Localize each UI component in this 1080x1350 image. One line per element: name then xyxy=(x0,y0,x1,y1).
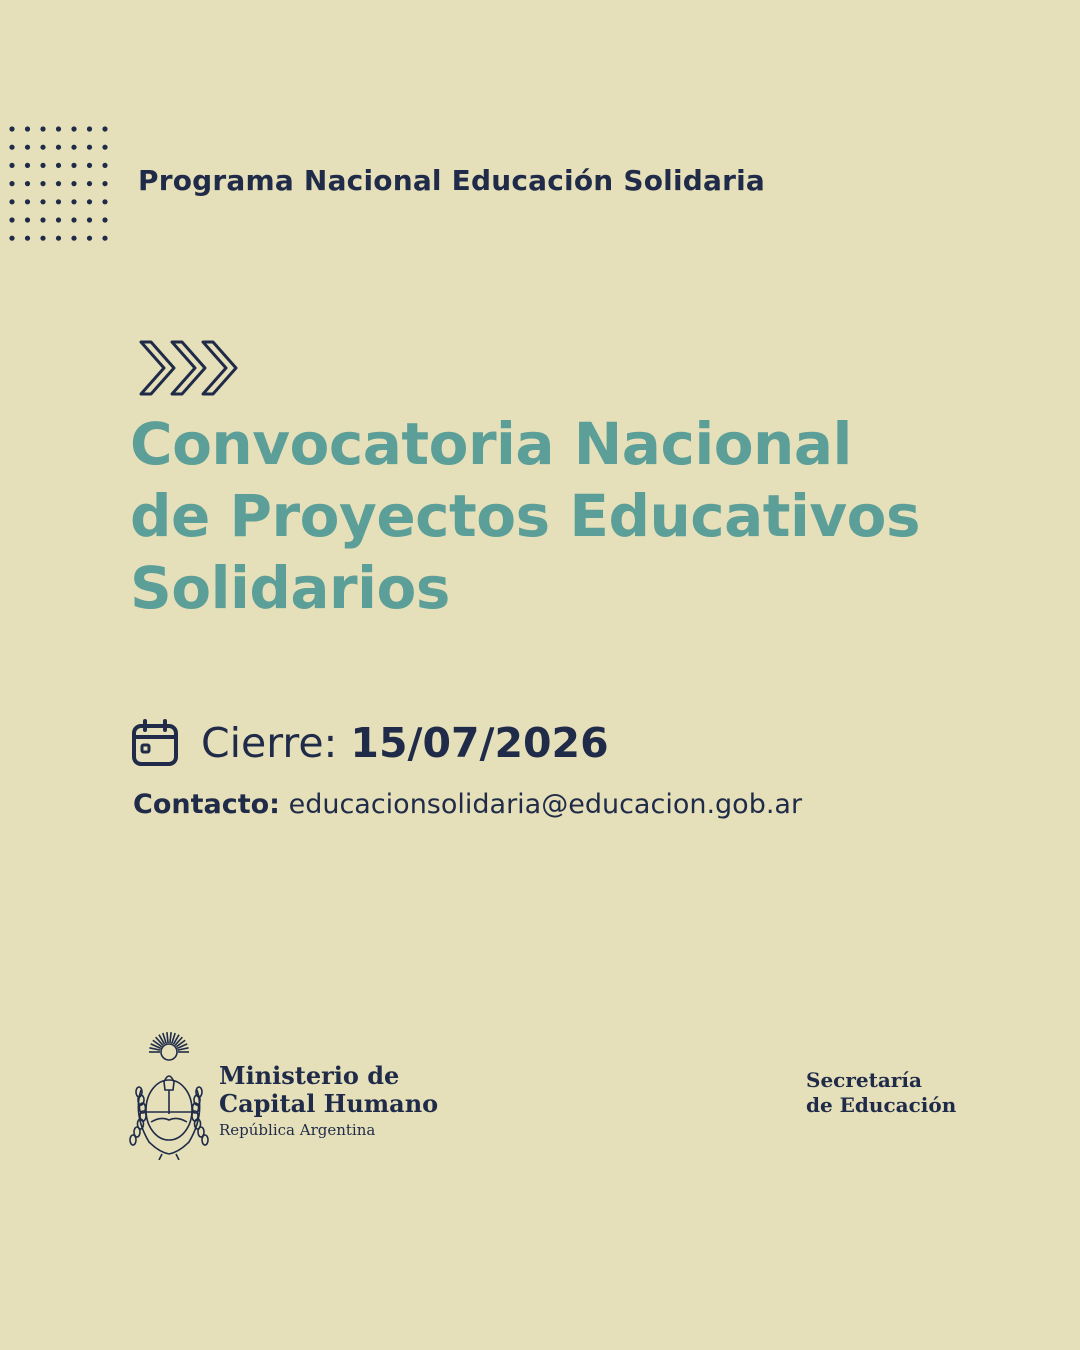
dot xyxy=(56,236,61,241)
ministry-logo-text xyxy=(219,1062,438,1142)
dot xyxy=(71,199,76,204)
dot xyxy=(87,199,92,204)
dot xyxy=(71,145,76,150)
dot xyxy=(25,145,30,150)
dot xyxy=(25,163,30,168)
dot xyxy=(9,236,14,241)
dot xyxy=(25,236,30,241)
dot xyxy=(87,126,92,131)
dot xyxy=(71,163,76,168)
dot xyxy=(9,145,14,150)
laurel-leaf xyxy=(130,1135,136,1145)
dot xyxy=(25,199,30,204)
dot xyxy=(56,217,61,222)
dot xyxy=(25,181,30,186)
national-coat-of-arms-icon xyxy=(129,1030,209,1160)
dot xyxy=(9,126,14,131)
dot xyxy=(40,236,45,241)
dot xyxy=(25,217,30,222)
title-line-1: Convocatoria Nacional xyxy=(130,410,852,478)
dot xyxy=(102,163,107,168)
dot xyxy=(71,217,76,222)
dot xyxy=(40,217,45,222)
dot xyxy=(87,181,92,186)
triple-chevron-icon xyxy=(137,338,245,400)
dot xyxy=(71,236,76,241)
secretaria-line-1: Secretaría xyxy=(806,1068,922,1092)
sun-ray xyxy=(170,1032,171,1043)
ministry-line-2: Capital Humano xyxy=(219,1089,439,1118)
dot xyxy=(87,236,92,241)
dot xyxy=(9,163,14,168)
dot xyxy=(102,199,107,204)
dot xyxy=(40,145,45,150)
dot xyxy=(102,145,107,150)
dot xyxy=(56,145,61,150)
dot-grid-icon xyxy=(5,122,115,246)
dot xyxy=(71,126,76,131)
dot xyxy=(9,181,14,186)
title-line-2: de Proyectos Educativos xyxy=(130,482,921,550)
dot xyxy=(9,217,14,222)
dot xyxy=(40,126,45,131)
secretaria-line-2: de Educación xyxy=(806,1093,957,1117)
dot xyxy=(87,145,92,150)
dot xyxy=(9,199,14,204)
calendar-icon xyxy=(131,718,179,768)
dot xyxy=(56,181,61,186)
contact-line xyxy=(133,786,802,824)
title-line-3: Solidarios xyxy=(130,554,450,622)
dot xyxy=(102,181,107,186)
dot xyxy=(40,199,45,204)
closing-date-line xyxy=(201,716,609,770)
dot xyxy=(56,199,61,204)
ministry-line-3: República Argentina xyxy=(219,1121,376,1139)
dot xyxy=(40,163,45,168)
dot xyxy=(40,181,45,186)
closing-label: Cierre: xyxy=(201,719,338,767)
dot xyxy=(71,181,76,186)
dot xyxy=(102,236,107,241)
main-title xyxy=(130,408,920,624)
dot xyxy=(87,163,92,168)
ministry-line-1: Ministerio de xyxy=(219,1061,400,1090)
dot xyxy=(56,163,61,168)
contact-label: Contacto: xyxy=(133,789,280,820)
program-name: Programa Nacional Educación Solidaria xyxy=(138,164,766,197)
closing-date: 15/07/2026 xyxy=(350,719,609,767)
laurel-leaf xyxy=(202,1135,208,1145)
dot xyxy=(56,126,61,131)
sun-ray xyxy=(167,1032,168,1043)
contact-email-link[interactable]: educacionsolidaria@educacion.gob.ar xyxy=(288,789,803,820)
dot xyxy=(87,217,92,222)
secretaria-logo-text xyxy=(806,1068,956,1118)
dot xyxy=(102,217,107,222)
dot xyxy=(102,126,107,131)
dot xyxy=(25,126,30,131)
